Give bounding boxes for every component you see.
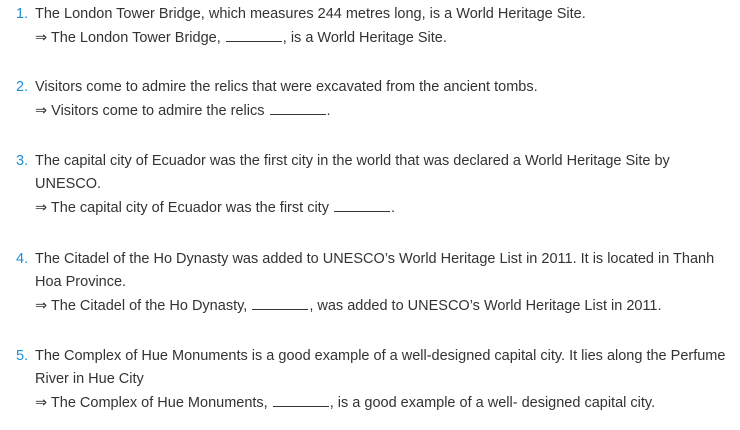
- exercise-item-4: [16, 248, 731, 318]
- question-sentence: The capital city of Ecuador was the first city in the world that was declared a World Heritage Site by UNESCO.: [35, 153, 670, 192]
- question-sentence: Visitors come to admire the relics that were excavated from the ancient tombs.: [35, 79, 538, 95]
- exercise-item-5: [16, 345, 731, 415]
- item-number: 4.: [16, 251, 29, 267]
- rewrite-suffix: .: [390, 200, 396, 216]
- answer-blank: [334, 196, 390, 212]
- rewrite-suffix: , is a good example of a well- designed capital city.: [329, 395, 656, 411]
- rewrite-prefix: ⇒ The London Tower Bridge,: [35, 30, 221, 46]
- rewrite-prefix: ⇒ The capital city of Ecuador was the first city: [35, 200, 329, 216]
- rewrite-sentence: [35, 294, 731, 318]
- rewrite-sentence: [35, 99, 731, 123]
- rewrite-sentence: [35, 26, 731, 50]
- rewrite-sentence: [35, 196, 731, 220]
- rewrite-sentence: [35, 391, 731, 415]
- item-number: 3.: [16, 153, 29, 169]
- exercise-item-2: [16, 76, 731, 123]
- rewrite-prefix: ⇒ The Citadel of the Ho Dynasty,: [35, 298, 248, 314]
- question-sentence: The Citadel of the Ho Dynasty was added to UNESCO’s World Heritage List in 2011. It is located in Thanh Hoa Province.: [35, 251, 715, 290]
- rewrite-prefix: ⇒ The Complex of Hue Monuments,: [35, 395, 268, 411]
- item-number: 1.: [16, 6, 29, 22]
- rewrite-suffix: , was added to UNESCO’s World Heritage List in 2011.: [309, 298, 662, 314]
- rewrite-suffix: .: [326, 103, 331, 119]
- exercise-item-1: [16, 3, 731, 50]
- answer-blank: [252, 294, 308, 310]
- exercise-item-3: [16, 150, 731, 220]
- question-sentence: The Complex of Hue Monuments is a good example of a well-designed capital city. It lies along the Perfume River in Hue City: [35, 348, 726, 387]
- answer-blank: [273, 391, 329, 407]
- answer-blank: [270, 99, 326, 115]
- question-sentence: The London Tower Bridge, which measures 244 metres long, is a World Heritage Site.: [35, 6, 586, 22]
- item-number: 5.: [16, 348, 29, 364]
- item-number: 2.: [16, 79, 29, 95]
- rewrite-suffix: , is a World Heritage Site.: [282, 30, 447, 46]
- rewrite-prefix: ⇒ Visitors come to admire the relics: [35, 103, 265, 119]
- answer-blank: [226, 26, 282, 42]
